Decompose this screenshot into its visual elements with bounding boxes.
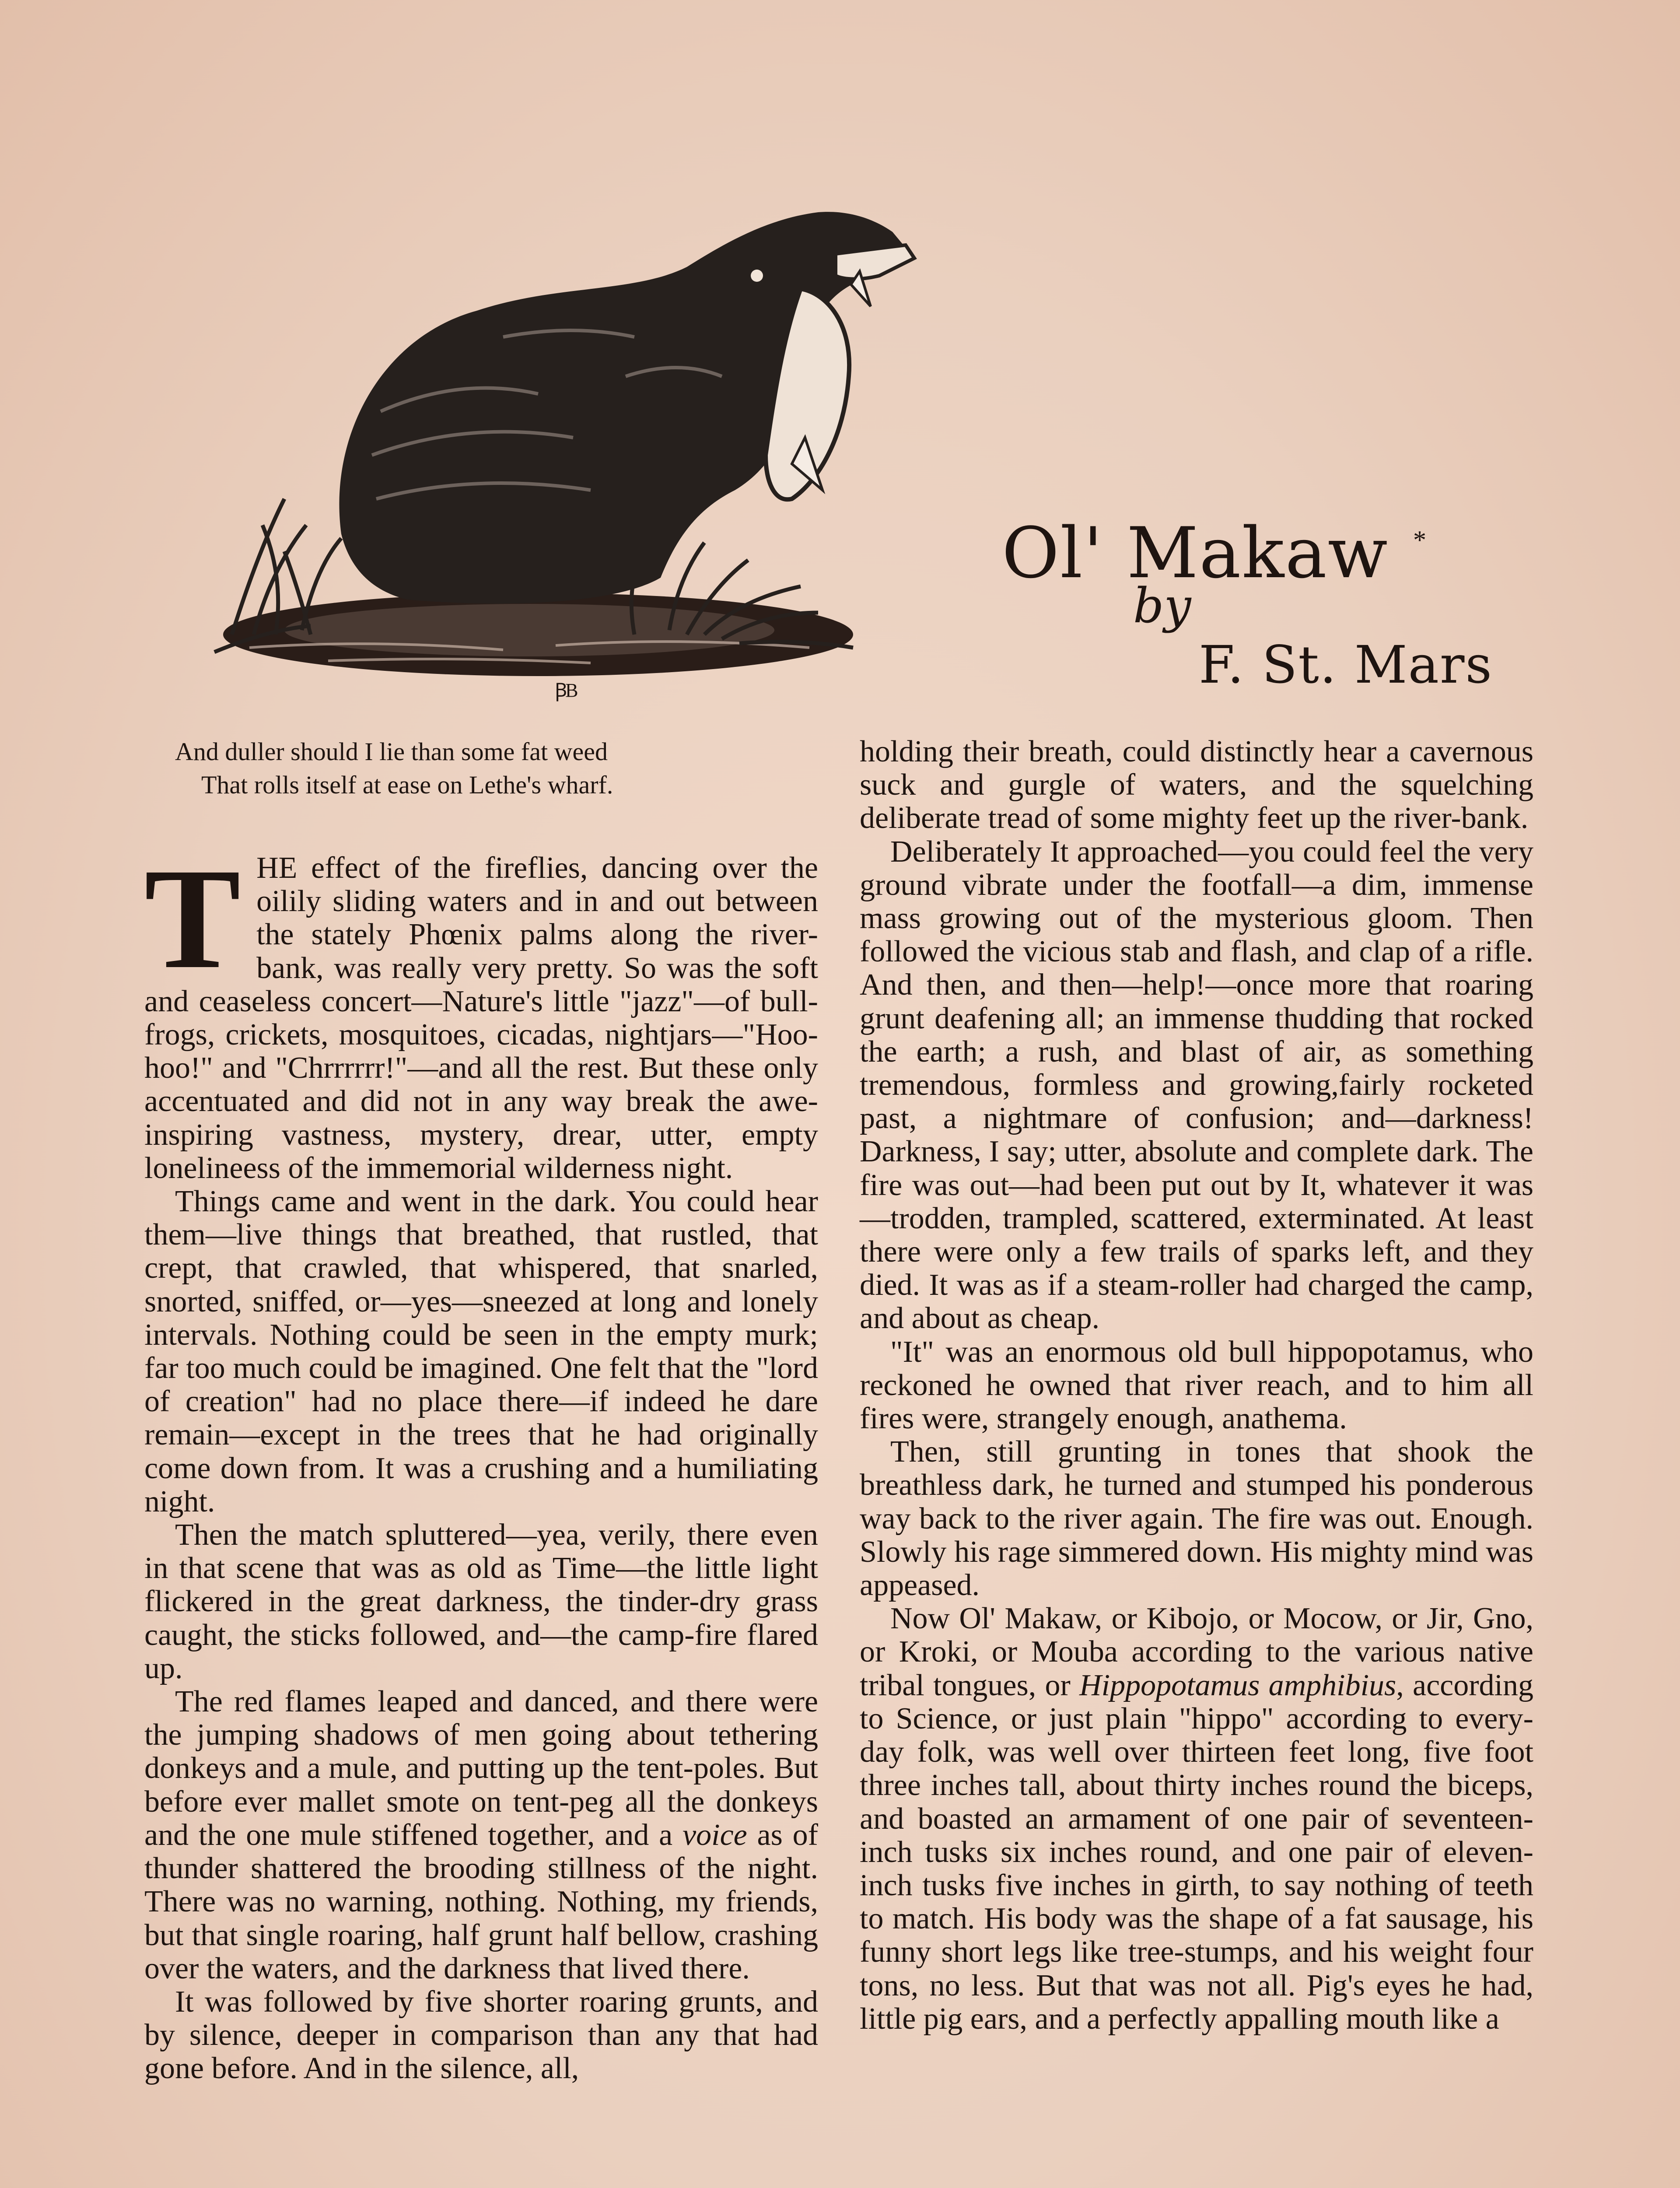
paragraph-text: Now Ol' Makaw, or Kibojo, or Mocow, or Jir, Gno, or Kroki, or Mouba according to the various native tribal tongues, or <box>860 1602 1533 1702</box>
footnote-marker: * <box>1413 526 1426 554</box>
paragraph: It was followed by five shorter roaring grunts, and by silence, deeper in comparison than any that had gone before. And in the silence, all, <box>144 1985 818 2086</box>
drop-cap: T <box>144 839 241 999</box>
emphasis-text: voice <box>682 1818 747 1852</box>
hippo-illustration <box>197 193 962 696</box>
paragraph-continuation: holding their breath, could distinctly hear a cavernous suck and gurgle of waters, and the squelching deliberate tread of some mighty feet up the river-bank. <box>860 735 1533 835</box>
paragraph: Then, still grunting in tones that shook the breathless dark, he turned and stumped his ponderous way back to the river again. The fire was out. Enough. Slowly his rage simmered down. His mighty mind was appeased. <box>860 1435 1533 1602</box>
paragraph <box>860 1602 1533 2036</box>
illustrator-monogram: ꞴB <box>555 680 577 701</box>
hippo-drawing <box>197 193 962 696</box>
author-name: F. St. Mars <box>1199 635 1493 695</box>
story-title-block <box>1002 512 1571 709</box>
left-column <box>144 735 818 2086</box>
paragraph-text: , according to Science, or just plain "hippo" according to every-day folk, was well over thirteen feet long, five foot three inches tall, about thirty inches round the biceps, and boasted an armament of one pair of seventeen-inch tusks six inches round, and one pair of eleven-inch tusks five inches in girth, to say nothing of teeth to match. His body was the shape of a fat sausage, his funny short legs like tree-stumps, and his weight four tons, no less. But that was not all. Pig's eyes he had, little pig ears, and a perfectly appalling mouth like a <box>860 1668 1534 2036</box>
paragraph <box>144 1685 818 1985</box>
lead-paragraph-text: HE effect of the fireflies, dancing over the oilily sliding waters and in and out between the stately Phœnix palms along the river-bank, was really very pretty. So was the soft and ceaseless concert—Nature's little "jazz"—of bull-frogs, crickets, mosquitoes, cicadas, nightjars—"Hoo-hoo!" and "Chrrrrrr!"—and all the rest. But these only accentuated and did not in any way break the awe-inspiring vastness, mystery, drear, utter, empty lonelineess of the immemorial wilderness night. <box>144 851 818 1185</box>
right-column <box>860 735 1533 2036</box>
paragraph-text: The red flames leaped and danced, and there were the jumping shadows of men going about tethering donkeys and a mule, and putting up the tent-poles. But before ever mallet smote on tent-peg all the donkeys and the one mule stiffened together, and a <box>144 1685 818 1852</box>
paragraph: "It" was an enormous old bull hippopotamus, who reckoned he owned that river reach, and to him all fires were, strangely enough, anathema. <box>860 1335 1533 1436</box>
epigraph-line-1: And duller should I lie than some fat weed <box>175 737 608 766</box>
paragraph: Then the match spluttered—yea, verily, there even in that scene that was as old as Time—the little light flickered in the great darkness, the tinder-dry grass caught, the sticks followed, and—the camp-fire flared up. <box>144 1518 818 1685</box>
epigraph-line-2: That rolls itself at ease on Lethe's wharf. <box>201 771 613 799</box>
paragraph: Deliberately It approached—you could feel the very ground vibrate under the footfall—a dim, immense mass growing out of the mysterious gloom. Then followed the vicious stab and flash, and clap of a rifle. And then, and then—help!—once more that roaring grunt deafening all; an immense thudding that rocked the earth; a rush, and blast of air, as something tremendous, formless and growing,fairly rocketed past, a nightmare of confusion; and—darkness! Darkness, I say; utter, absolute and complete dark. The fire was out—had been put out by It, whatever it was—trodden, trampled, scattered, exterminated. At least there were only a few trails of sparks left, and they died. It was as if a steam-roller had charged the camp, and about as cheap. <box>860 835 1533 1336</box>
paragraph-text: as of thunder shattered the brooding stillness of the night. There was no warning, nothing. Nothing, my friends, but that single roaring, half grunt half bellow, crashing over the waters, and the darkness that lived there. <box>144 1818 818 1985</box>
species-name: Hippopotamus amphibius <box>1079 1668 1396 1702</box>
lead-paragraph <box>144 839 818 1185</box>
paragraph: Things came and went in the dark. You could hear them—live things that breathed, that rustled, that crept, that crawled, that whispered, that snarled, snorted, sniffed, or—yes—sneezed at long and lonely intervals. Nothing could be seen in the empty murk; far too much could be imagined. One felt that the "lord of creation" had no place there—if indeed he dare remain—except in the trees that he had originally come down from. It was a crushing and a humiliating night. <box>144 1185 818 1518</box>
byline-by: by <box>1133 578 1191 634</box>
story-title: Ol' Makaw <box>1002 512 1389 594</box>
